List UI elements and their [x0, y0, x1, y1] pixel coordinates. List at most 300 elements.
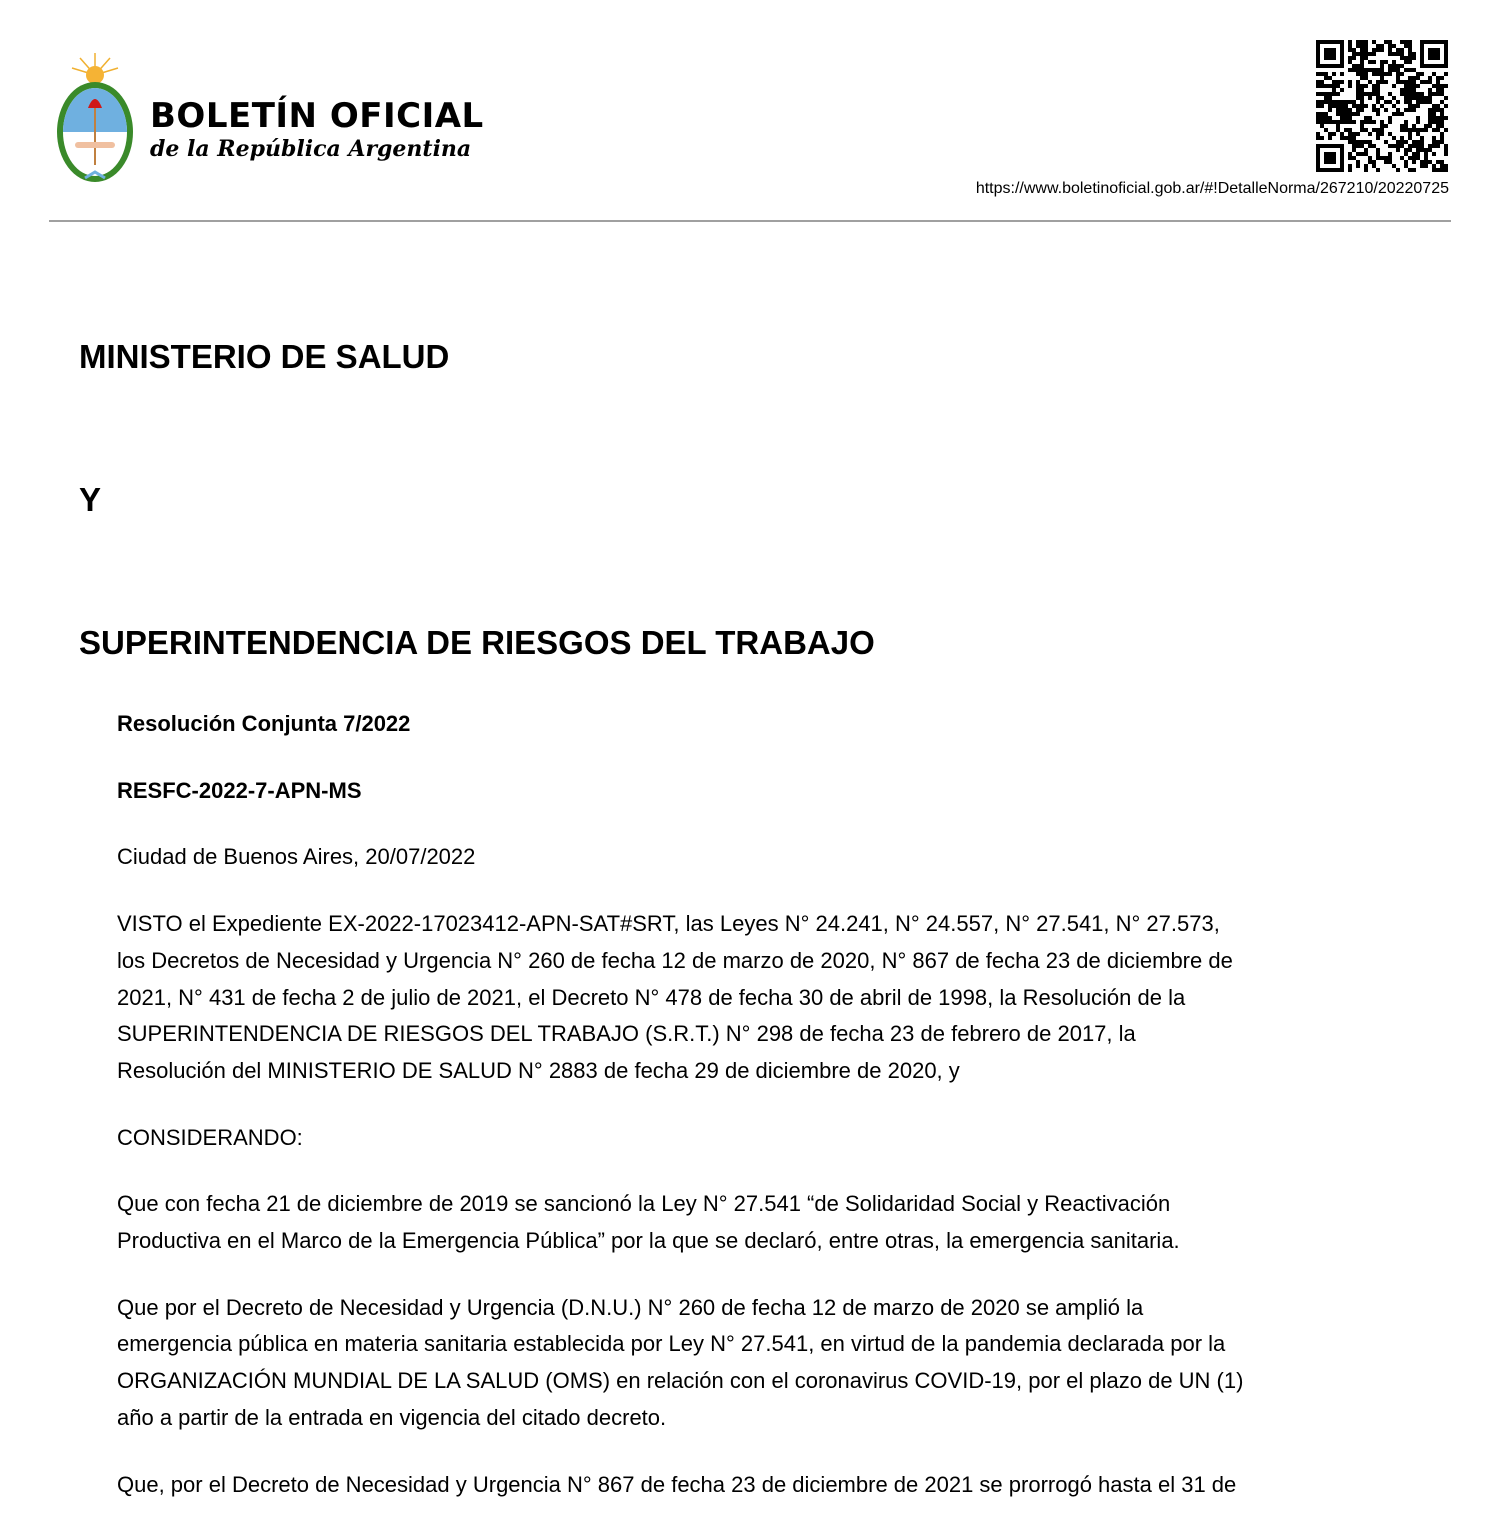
qr-module	[1440, 76, 1444, 80]
qr-module	[1432, 164, 1436, 168]
qr-module	[1444, 128, 1448, 132]
qr-module	[1360, 120, 1364, 124]
qr-module	[1348, 120, 1352, 124]
paragraph	[117, 1290, 1417, 1437]
qr-module	[1444, 72, 1448, 76]
text-line: emergencia pública en materia sanitaria establecida por Ley N° 27.541, en virtud de la pandemia declarada por la	[117, 1331, 1226, 1357]
qr-module	[1392, 64, 1396, 68]
paragraph	[117, 1467, 1417, 1504]
qr-module	[1316, 132, 1320, 136]
qr-module	[1356, 132, 1360, 136]
qr-module	[1428, 80, 1432, 84]
qr-module	[1416, 128, 1420, 132]
qr-module	[1324, 128, 1328, 132]
qr-module	[1428, 92, 1432, 96]
qr-module	[1376, 92, 1380, 96]
qr-module	[1384, 160, 1388, 164]
qr-module	[1364, 148, 1368, 152]
qr-module	[1356, 112, 1360, 116]
qr-module	[1360, 140, 1364, 144]
qr-module	[1408, 52, 1412, 56]
qr-module	[1396, 48, 1400, 52]
qr-module	[1416, 72, 1420, 76]
qr-module	[1352, 64, 1356, 68]
qr-module	[1356, 64, 1360, 68]
qr-module	[1320, 80, 1324, 84]
qr-module	[1348, 164, 1352, 168]
qr-module	[1404, 108, 1408, 112]
qr-module	[1384, 108, 1388, 112]
qr-module	[1420, 100, 1424, 104]
qr-module	[1416, 100, 1420, 104]
qr-module	[1348, 132, 1352, 136]
qr-module	[1388, 72, 1392, 76]
text-line: CONSIDERANDO:	[117, 1124, 303, 1150]
qr-module	[1388, 132, 1392, 136]
qr-module	[1328, 116, 1332, 120]
qr-module	[1316, 104, 1320, 108]
qr-module	[1360, 64, 1364, 68]
qr-module	[1388, 156, 1392, 160]
qr-module	[1440, 92, 1444, 96]
qr-module	[1388, 40, 1392, 44]
qr-module	[1356, 164, 1360, 168]
qr-module	[1380, 60, 1384, 64]
qr-module	[1344, 120, 1348, 124]
qr-module	[1428, 124, 1432, 128]
qr-module	[1364, 48, 1368, 52]
qr-module	[1392, 52, 1396, 56]
text-line: año a partir de la entrada en vigencia del citado decreto.	[117, 1404, 667, 1430]
qr-module	[1356, 92, 1360, 96]
qr-module	[1348, 156, 1352, 160]
qr-module	[1396, 108, 1400, 112]
qr-module	[1360, 48, 1364, 52]
qr-finder	[1324, 48, 1336, 60]
qr-module	[1404, 96, 1408, 100]
qr-module	[1440, 140, 1444, 144]
qr-module	[1408, 128, 1412, 132]
qr-module	[1368, 92, 1372, 96]
qr-module	[1444, 152, 1448, 156]
qr-module	[1376, 128, 1380, 132]
qr-module	[1444, 168, 1448, 172]
qr-module	[1396, 168, 1400, 172]
qr-module	[1392, 84, 1396, 88]
qr-module	[1352, 68, 1356, 72]
qr-module	[1324, 72, 1328, 76]
text-line: Ciudad de Buenos Aires, 20/07/2022	[117, 844, 476, 870]
qr-module	[1336, 128, 1340, 132]
qr-module	[1384, 40, 1388, 44]
qr-module	[1376, 80, 1380, 84]
qr-module	[1436, 144, 1440, 148]
qr-module	[1408, 40, 1412, 44]
qr-module	[1404, 124, 1408, 128]
qr-module	[1320, 112, 1324, 116]
qr-module	[1328, 84, 1332, 88]
qr-module	[1380, 104, 1384, 108]
heading-ministerio: MINISTERIO DE SALUD	[79, 338, 450, 375]
qr-module	[1356, 84, 1360, 88]
qr-module	[1412, 144, 1416, 148]
qr-module	[1360, 128, 1364, 132]
qr-module	[1340, 120, 1344, 124]
qr-module	[1416, 104, 1420, 108]
qr-module	[1412, 84, 1416, 88]
qr-code	[1316, 40, 1448, 172]
qr-module	[1372, 52, 1376, 56]
qr-module	[1336, 84, 1340, 88]
paragraph	[117, 906, 1417, 1090]
qr-module	[1432, 72, 1436, 76]
qr-module	[1336, 92, 1340, 96]
qr-module	[1380, 124, 1384, 128]
qr-module	[1436, 76, 1440, 80]
qr-module	[1372, 144, 1376, 148]
qr-module	[1404, 56, 1408, 60]
qr-module	[1436, 80, 1440, 84]
brand-title: BOLETÍN OFICIAL	[150, 96, 484, 136]
qr-module	[1412, 128, 1416, 132]
qr-module	[1408, 92, 1412, 96]
qr-module	[1404, 164, 1408, 168]
qr-module	[1328, 132, 1332, 136]
qr-module	[1360, 100, 1364, 104]
qr-module	[1352, 156, 1356, 160]
qr-module	[1388, 144, 1392, 148]
qr-module	[1360, 56, 1364, 60]
qr-module	[1380, 128, 1384, 132]
qr-module	[1404, 120, 1408, 124]
qr-module	[1400, 128, 1404, 132]
qr-module	[1444, 96, 1448, 100]
qr-module	[1408, 96, 1412, 100]
qr-module	[1444, 164, 1448, 168]
qr-module	[1384, 80, 1388, 84]
qr-module	[1364, 116, 1368, 120]
qr-module	[1328, 104, 1332, 108]
qr-module	[1328, 136, 1332, 140]
qr-module	[1408, 104, 1412, 108]
qr-module	[1408, 56, 1412, 60]
qr-module	[1428, 160, 1432, 164]
qr-module	[1372, 84, 1376, 88]
qr-module	[1344, 136, 1348, 140]
qr-module	[1424, 124, 1428, 128]
qr-module	[1368, 140, 1372, 144]
qr-module	[1376, 108, 1380, 112]
qr-module	[1336, 112, 1340, 116]
qr-module	[1440, 120, 1444, 124]
qr-module	[1412, 108, 1416, 112]
qr-module	[1432, 84, 1436, 88]
qr-module	[1436, 84, 1440, 88]
qr-module	[1396, 52, 1400, 56]
qr-module	[1412, 140, 1416, 144]
paragraph	[117, 839, 1417, 876]
qr-module	[1404, 60, 1408, 64]
qr-module	[1380, 156, 1384, 160]
qr-module	[1360, 96, 1364, 100]
qr-module	[1436, 108, 1440, 112]
qr-module	[1340, 72, 1344, 76]
qr-module	[1400, 88, 1404, 92]
qr-module	[1428, 100, 1432, 104]
qr-module	[1404, 148, 1408, 152]
qr-module	[1408, 148, 1412, 152]
qr-module	[1392, 144, 1396, 148]
qr-module	[1324, 100, 1328, 104]
qr-module	[1320, 72, 1324, 76]
qr-module	[1440, 100, 1444, 104]
qr-module	[1444, 116, 1448, 120]
qr-module	[1372, 48, 1376, 52]
qr-module	[1364, 104, 1368, 108]
qr-module	[1408, 44, 1412, 48]
qr-module	[1440, 164, 1444, 168]
qr-module	[1344, 108, 1348, 112]
qr-module	[1364, 84, 1368, 88]
qr-module	[1364, 52, 1368, 56]
qr-module	[1436, 88, 1440, 92]
header-divider	[49, 220, 1451, 222]
qr-module	[1376, 100, 1380, 104]
qr-module	[1316, 136, 1320, 140]
qr-module	[1396, 140, 1400, 144]
qr-module	[1436, 168, 1440, 172]
qr-module	[1368, 52, 1372, 56]
text-line: VISTO el Expediente EX-2022-17023412-APN-SAT#SRT, las Leyes N° 24.241, N° 24.557, N° 27.541, N° 27.573,	[117, 911, 1220, 937]
qr-module	[1432, 116, 1436, 120]
qr-module	[1432, 168, 1436, 172]
brand-subtitle: de la República Argentina	[150, 136, 472, 162]
qr-module	[1328, 92, 1332, 96]
qr-module	[1392, 136, 1396, 140]
qr-module	[1316, 80, 1320, 84]
qr-module	[1372, 40, 1376, 44]
text-line: SUPERINTENDENCIA DE RIESGOS DEL TRABAJO (S.R.T.) N° 298 de fecha 23 de febrero de 2017, la	[117, 1021, 1136, 1047]
qr-module	[1344, 116, 1348, 120]
qr-module	[1404, 84, 1408, 88]
qr-module	[1344, 100, 1348, 104]
qr-module	[1360, 88, 1364, 92]
qr-finder	[1428, 48, 1440, 60]
document-url[interactable]: https://www.boletinoficial.gob.ar/#!DetalleNorma/267210/20220725	[975, 180, 1449, 197]
qr-module	[1364, 44, 1368, 48]
qr-module	[1400, 56, 1404, 60]
qr-module	[1400, 92, 1404, 96]
qr-module	[1368, 96, 1372, 100]
qr-module	[1412, 168, 1416, 172]
qr-module	[1388, 152, 1392, 156]
qr-module	[1340, 80, 1344, 84]
qr-module	[1376, 148, 1380, 152]
qr-module	[1372, 108, 1376, 112]
qr-module	[1352, 104, 1356, 108]
qr-module	[1352, 144, 1356, 148]
qr-module	[1420, 164, 1424, 168]
qr-module	[1316, 116, 1320, 120]
qr-module	[1364, 164, 1368, 168]
qr-module	[1420, 92, 1424, 96]
qr-module	[1416, 156, 1420, 160]
qr-module	[1376, 84, 1380, 88]
qr-module	[1352, 100, 1356, 104]
qr-module	[1372, 120, 1376, 124]
qr-module	[1404, 100, 1408, 104]
qr-module	[1416, 76, 1420, 80]
qr-module	[1400, 40, 1404, 44]
qr-module	[1428, 112, 1432, 116]
qr-module	[1328, 120, 1332, 124]
qr-module	[1324, 92, 1328, 96]
qr-module	[1368, 60, 1372, 64]
qr-module	[1320, 100, 1324, 104]
qr-module	[1376, 156, 1380, 160]
qr-module	[1360, 60, 1364, 64]
qr-module	[1348, 100, 1352, 104]
qr-module	[1348, 136, 1352, 140]
heading-srt: SUPERINTENDENCIA DE RIESGOS DEL TRABAJO	[79, 624, 875, 661]
qr-module	[1408, 108, 1412, 112]
qr-module	[1376, 132, 1380, 136]
qr-module	[1328, 100, 1332, 104]
paragraph	[117, 773, 1417, 810]
qr-module	[1316, 92, 1320, 96]
qr-module	[1432, 136, 1436, 140]
qr-module	[1420, 128, 1424, 132]
qr-module	[1352, 112, 1356, 116]
qr-module	[1396, 72, 1400, 76]
qr-module	[1372, 72, 1376, 76]
qr-module	[1360, 84, 1364, 88]
qr-module	[1340, 132, 1344, 136]
qr-module	[1364, 72, 1368, 76]
qr-finder	[1324, 152, 1336, 164]
qr-module	[1380, 80, 1384, 84]
qr-module	[1380, 64, 1384, 68]
qr-module	[1408, 132, 1412, 136]
qr-module	[1416, 148, 1420, 152]
qr-module	[1372, 92, 1376, 96]
qr-module	[1352, 48, 1356, 52]
qr-module	[1420, 96, 1424, 100]
qr-module	[1404, 68, 1408, 72]
qr-module	[1376, 96, 1380, 100]
qr-module	[1380, 72, 1384, 76]
qr-module	[1396, 112, 1400, 116]
qr-module	[1340, 104, 1344, 108]
qr-module	[1412, 124, 1416, 128]
qr-module	[1380, 76, 1384, 80]
qr-module	[1360, 40, 1364, 44]
qr-module	[1364, 56, 1368, 60]
qr-module	[1432, 120, 1436, 124]
qr-module	[1376, 44, 1380, 48]
qr-module	[1360, 76, 1364, 80]
qr-module	[1408, 100, 1412, 104]
qr-module	[1400, 124, 1404, 128]
qr-module	[1348, 40, 1352, 44]
qr-module	[1352, 136, 1356, 140]
qr-module	[1392, 96, 1396, 100]
qr-module	[1420, 160, 1424, 164]
qr-module	[1320, 136, 1324, 140]
qr-module	[1384, 60, 1388, 64]
qr-module	[1332, 120, 1336, 124]
qr-module	[1364, 140, 1368, 144]
qr-module	[1408, 156, 1412, 160]
qr-module	[1372, 60, 1376, 64]
qr-module	[1384, 100, 1388, 104]
qr-module	[1408, 88, 1412, 92]
qr-module	[1424, 156, 1428, 160]
text-line: los Decretos de Necesidad y Urgencia N° 260 de fecha 12 de marzo de 2020, N° 867 de fecha 23 de diciembre de	[117, 947, 1233, 973]
qr-module	[1388, 160, 1392, 164]
qr-module	[1364, 168, 1368, 172]
qr-module	[1332, 80, 1336, 84]
paragraph	[117, 706, 1417, 743]
qr-module	[1344, 112, 1348, 116]
qr-module	[1356, 152, 1360, 156]
qr-module	[1388, 44, 1392, 48]
qr-module	[1336, 100, 1340, 104]
text-line: Resolución Conjunta 7/2022	[117, 711, 411, 736]
qr-module	[1388, 120, 1392, 124]
qr-module	[1416, 96, 1420, 100]
qr-module	[1376, 48, 1380, 52]
document-body	[117, 706, 1417, 1533]
qr-module	[1360, 52, 1364, 56]
qr-module	[1412, 152, 1416, 156]
qr-module	[1340, 136, 1344, 140]
qr-module	[1384, 140, 1388, 144]
qr-module	[1352, 148, 1356, 152]
qr-module	[1376, 88, 1380, 92]
qr-module	[1356, 72, 1360, 76]
qr-module	[1348, 84, 1352, 88]
qr-module	[1404, 128, 1408, 132]
qr-module	[1408, 60, 1412, 64]
qr-module	[1364, 120, 1368, 124]
qr-module	[1412, 80, 1416, 84]
qr-module	[1420, 148, 1424, 152]
qr-module	[1396, 64, 1400, 68]
qr-module	[1356, 144, 1360, 148]
qr-module	[1436, 140, 1440, 144]
qr-module	[1360, 92, 1364, 96]
qr-module	[1388, 64, 1392, 68]
qr-module	[1408, 136, 1412, 140]
qr-module	[1404, 92, 1408, 96]
text-line: Que, por el Decreto de Necesidad y Urgencia N° 867 de fecha 23 de diciembre de 2021 se prorrogó hasta el 31 de	[117, 1471, 1237, 1497]
qr-module	[1336, 108, 1340, 112]
qr-module	[1404, 80, 1408, 84]
qr-module	[1328, 108, 1332, 112]
qr-module	[1408, 84, 1412, 88]
qr-module	[1364, 40, 1368, 44]
qr-module	[1332, 92, 1336, 96]
text-line: Productiva en el Marco de la Emergencia Pública” por la que se declaró, entre otras, la emergencia sanitaria.	[117, 1228, 1180, 1254]
qr-module	[1436, 92, 1440, 96]
qr-module	[1348, 48, 1352, 52]
qr-module	[1436, 160, 1440, 164]
qr-module	[1372, 88, 1376, 92]
qr-module	[1360, 68, 1364, 72]
qr-module	[1360, 104, 1364, 108]
qr-module	[1392, 68, 1396, 72]
